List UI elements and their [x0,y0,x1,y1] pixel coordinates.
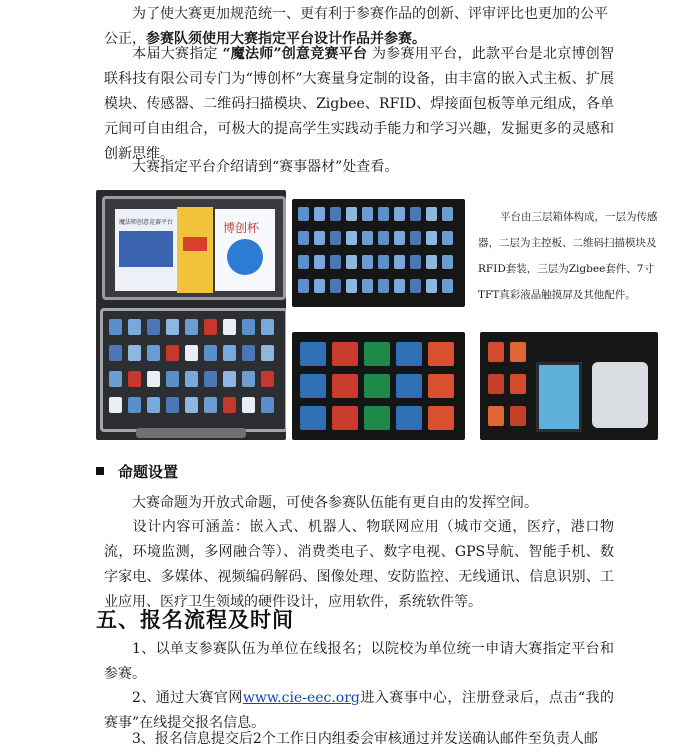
module-block [346,279,357,293]
platform-link-paragraph [104,155,614,180]
cable-bundle [592,362,648,428]
module-block [396,342,422,366]
module-block [488,374,504,394]
module-block [185,319,198,335]
module-block [410,231,421,245]
module-block [394,279,405,293]
module-block [298,255,309,269]
module-block [242,345,255,361]
module-block [364,342,390,366]
module-block [346,207,357,221]
module-block [204,371,217,387]
module-block [426,231,437,245]
module-block [396,374,422,398]
case-lid [102,196,286,300]
square-bullet-icon [96,467,104,475]
module-block [223,371,236,387]
module-block [166,397,179,413]
module-block [346,231,357,245]
module-block [204,319,217,335]
module-block [223,319,236,335]
module-block [364,406,390,430]
zigbee-layer-photo [480,332,658,440]
module-block [204,345,217,361]
module-block [204,397,217,413]
case-base [100,308,286,432]
module-block [426,279,437,293]
mainboard-layer-photo [292,332,465,440]
module-block [410,279,421,293]
module-block [261,319,274,335]
module-block [426,255,437,269]
sensor-layer-photo [292,199,465,307]
module-block [314,231,325,245]
module-block [109,397,122,413]
module-block [261,397,274,413]
platform-paragraph [104,42,614,167]
module-block [223,345,236,361]
module-block [362,207,373,221]
platform-link-text: 大赛指定平台介绍请到“赛事器材”处查看。 [132,159,399,175]
registration-step-1: 1、以单支参赛队伍为单位在线报名；以院校为单位统一申请大赛指定平台和参赛。 [104,641,614,682]
module-block [510,406,526,426]
platform-case-photo [96,190,286,440]
photo-caption: 平台由三层箱体构成，一层为传感器，二层为主控板、二维码扫描模块及RFID套装，三层为Zigbee套件、7寸TFT真彩液晶触摸屏及其他配件。 [478,211,658,301]
module-block [410,207,421,221]
module-block [109,371,122,387]
module-block [128,319,141,335]
module-block [166,371,179,387]
case-handle [136,428,246,438]
module-block [362,279,373,293]
module-block [128,397,141,413]
module-block [109,319,122,335]
platform-pre: 本届大赛指定 [132,46,223,62]
module-block [488,342,504,362]
registration-step-2: 2、通过大赛官网www.cie-eec.org进入赛事中心，注册登录后，点击“我的赛事”在线提交报名信息。 [104,690,614,731]
module-block [298,279,309,293]
module-block [330,255,341,269]
platform-desc: 为参赛用平台，此款平台是北京博创智联科技有限公司专门为“博创杯”大赛量身定制的设备，由丰富的嵌入式主板、扩展模块、传感器、二维码扫描模块、Zigbee、RFID、焊接面包板等单元组成，各单元间可自由组合，可极大的提高学生实践动手能力和学习兴趣，发掘更多的灵感和创新思维。 [104,46,615,162]
chapter-5-title: 五、报名流程及时间 [96,608,294,632]
module-block [428,406,454,430]
module-block [166,319,179,335]
yellow-book [177,207,213,293]
module-block [442,207,453,221]
module-block [410,255,421,269]
topic-paragraph-1: 大赛命题为开放式命题，可使各参赛队伍能有更自由的发挥空间。 [132,495,538,511]
module-block [314,279,325,293]
intro-bold-text: 参赛队须使用大赛指定平台设计作品并参赛。 [146,31,426,47]
module-block [314,207,325,221]
module-block [242,371,255,387]
module-block [364,374,390,398]
module-block [362,255,373,269]
module-block [185,345,198,361]
module-block [147,371,160,387]
module-block [332,374,358,398]
intro-line-2: 公正， [104,31,146,47]
module-block [394,255,405,269]
module-block [396,406,422,430]
module-block [185,397,198,413]
module-block [330,231,341,245]
module-block [426,207,437,221]
white-book: 博创杯 [215,209,275,291]
module-block [314,255,325,269]
intro-line-1: 为了使大赛更加规范统一、更有利于参赛作品的创新、评审评比也更加的公平 [132,6,608,22]
module-block [298,231,309,245]
module-block [378,207,389,221]
module-block [332,406,358,430]
module-block [147,397,160,413]
module-block [242,319,255,335]
module-block [300,342,326,366]
module-block [332,342,358,366]
topic-paragraph-2: 设计内容可涵盖：嵌入式、机器人、物联网应用（城市交通，医疗，港口物流，环境监测，多网融合等）、消费类电子、数字电视、GPS导航、智能手机、数字家电、多媒体、视频编码解码、图像处理、安防监控、无线通讯、信息识别、工业应用、医疗卫生领域的硬件设计，应用软件，系统软件等。 [104,519,614,610]
module-block [147,345,160,361]
module-block [330,207,341,221]
topic-heading: 命题设置 [96,461,178,482]
module-block [394,231,405,245]
module-block [510,342,526,362]
module-block [166,345,179,361]
lcd-touchscreen [536,362,582,432]
module-block [510,374,526,394]
module-block [378,231,389,245]
platform-name: “魔法师”创意竞赛平台 [222,46,368,62]
module-block [428,374,454,398]
module-block [362,231,373,245]
official-site-link[interactable]: www.cie-eec.org [242,690,360,706]
manual-book: 魔法师创意竞赛平台 [115,209,177,291]
module-block [300,406,326,430]
module-block [330,279,341,293]
module-block [109,345,122,361]
module-block [488,406,504,426]
module-block [147,319,160,335]
module-block [223,397,236,413]
module-block [242,397,255,413]
module-block [128,371,141,387]
registration-step-3: 3、报名信息提交后2个工作日内组委会审核通过并发送确认邮件至负责人邮 [132,731,598,747]
module-block [128,345,141,361]
module-block [394,207,405,221]
module-block [261,371,274,387]
module-block [300,374,326,398]
module-block [442,279,453,293]
module-block [185,371,198,387]
module-block [428,342,454,366]
module-block [442,255,453,269]
module-block [378,255,389,269]
module-block [378,279,389,293]
module-block [261,345,274,361]
module-block [346,255,357,269]
module-block [298,207,309,221]
module-block [442,231,453,245]
